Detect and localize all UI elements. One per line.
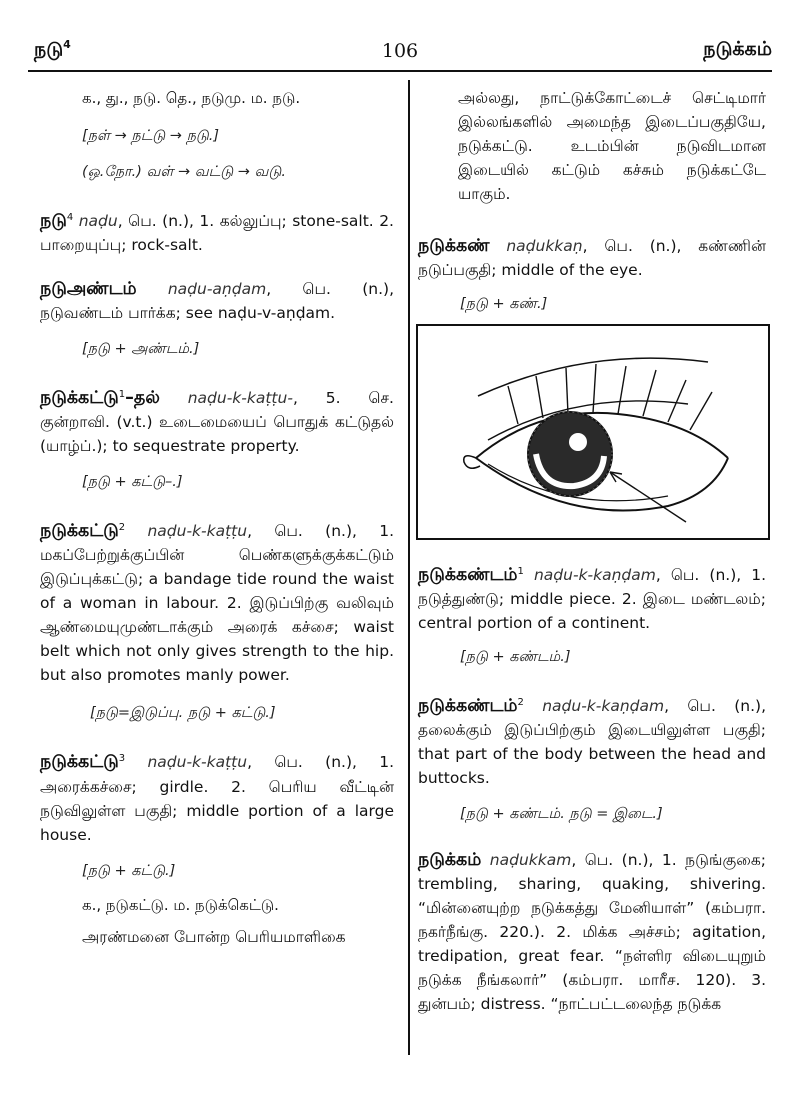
etymology-compare: (ஒ.நோ.) வள் → வட்டு → வடு.	[82, 164, 286, 180]
transliteration: naḍukkam	[489, 851, 572, 870]
headword: நடுஅண்டம்	[40, 279, 137, 300]
transliteration: naḍu-k-kaṭṭu	[147, 753, 248, 772]
definition: , பெ. (n.), 1. நடுத்துண்டு; middle piece. 2. இடை மண்டலம்; central portion of a continent.	[418, 566, 767, 633]
dictionary-entry	[40, 516, 394, 687]
header-rule	[28, 70, 772, 72]
transliteration: naḍukkaṇ	[506, 237, 583, 255]
column-divider	[408, 80, 410, 1055]
etymology: [நடு + கண்.]	[460, 296, 548, 312]
headword: நடுக்கண்டம்	[418, 565, 518, 586]
etymology: [நடு + அண்டம்.]	[82, 341, 200, 358]
dictionary-entry	[418, 691, 766, 790]
etymology: [நடு=இடுப்பு. நடு + கட்டு.]	[90, 705, 276, 722]
headword: நடுக்கண்	[418, 236, 490, 256]
dictionary-entry	[40, 383, 394, 458]
etymology: [நடு + கண்டம்.]	[460, 649, 571, 666]
dictionary-entry	[418, 848, 766, 1016]
headword-sup: 1	[118, 389, 126, 401]
definition: , பெ. (n.), 1. மகப்பேற்றுக்குப்பின் பெண்களுக்குக்கட்டும் இடுப்புக்கட்டு; a bandage tide round the waist of a woman in labour. 2. இடுப்பிற்கு வலிவும் ஆண்மையுமுண்டாக்கும் அரைக் கச்சை; waist belt which not only gives strength to the hip. but also promotes manly power.	[40, 522, 395, 685]
transliteration: naḍu-k-kaṇḍam	[533, 566, 656, 585]
headword: நடுக்கட்டு	[40, 388, 119, 409]
dictionary-entry	[40, 747, 394, 846]
headword-sup: 4	[66, 212, 74, 223]
dictionary-entry	[418, 234, 766, 282]
definition: , பெ. (n.), 1. கல்லுப்பு; stone-salt. 2. பாறையுப்பு; rock-salt.	[40, 212, 394, 255]
headword-sup: 3	[118, 753, 126, 765]
running-head-right: நடுக்கம்	[703, 38, 772, 60]
dictionary-entry	[40, 206, 394, 257]
dictionary-entry	[418, 560, 766, 635]
definition: , 5. செ. குன்றாவி. (v.t.) உடைமையைப் பொதுக் கட்டுதல் (யாழ்ப்.); to sequestrate property.	[40, 389, 394, 456]
definition: , பெ. (n.), தலைக்கும் இடுப்பிற்கும் இடையிலுள்ள பகுதி; that part of the body between the head and buttocks.	[418, 697, 766, 788]
cognates-line: க., து., நடு. தெ., நடுமு. ம. நடு.	[82, 89, 301, 107]
headword: நடுக்கட்டு	[40, 521, 119, 542]
eye-drawing	[418, 326, 764, 534]
etymology: [நடு + கட்டு.]	[82, 862, 176, 879]
definition: , பெ. (n.), 1. அரைக்கச்சை; girdle. 2. பெரிய வீட்டின் நடுவிலுள்ள பகுதி; middle portion of a large house.	[40, 753, 395, 844]
dictionary-entry	[40, 277, 394, 325]
etymology: [நள் → நட்டு → நடு.]	[82, 128, 220, 144]
headword-sup: 2	[118, 522, 126, 534]
entry-continuation: அரண்மனை போன்ற பெரியமாளிகை	[82, 927, 346, 946]
running-head-left: நடு$^4$	[34, 38, 71, 61]
headword: நடு	[40, 211, 67, 232]
transliteration: naḍu-k-kaṭṭu	[147, 522, 248, 541]
cognates-line: க., நடுகட்டு. ம. நடுக்கெட்டு.	[82, 895, 279, 914]
headword-sup: 1	[517, 566, 524, 577]
right-column	[418, 86, 766, 1016]
headword: நடுக்கம்	[418, 850, 482, 871]
transliteration: naḍu-k-kaṭṭu-	[187, 389, 293, 408]
etymology: [நடு + கட்டு–.]	[82, 474, 183, 491]
headword-suffix: –தல்	[125, 388, 160, 409]
entry-continuation: அல்லது, நாட்டுக்கோட்டைச் செட்டிமார் இல்லங்களில் அமைந்த இடைப்பகுதியே, நடுக்கட்டு. உடம்பின் நடுவிடமான இடையில் கட்டும் கச்சும் நடுக்கட்டே யாகும்.	[458, 89, 766, 203]
definition: , பெ. (n.), நடுவண்டம் பார்க்க; see naḍu-v-aṇḍam.	[40, 280, 394, 323]
headword-sup: 2	[517, 697, 524, 709]
headword: நடுக்கண்டம்	[418, 696, 518, 717]
transliteration: naḍu-k-kaṇḍam	[542, 697, 665, 716]
page-number: 106	[381, 40, 419, 62]
definition: , பெ. (n.), கண்ணின் நடுப்பகுதி; middle of the eye.	[418, 237, 766, 279]
left-column	[40, 86, 394, 949]
transliteration: naḍu-aṇḍam	[167, 280, 267, 299]
definition: , பெ. (n.), 1. நடுங்குகை; trembling, sharing, quaking, shivering. “மின்னையுற்ற நடுக்கத்து மேனியாள்” (கம்பரா. நகர்நீங்கு. 220.). 2. மிக்க அச்சம்; agitation, tredipation, great fear. “நள்ளிர விடையுறும் நடுக்க நீங்கலார்” (கம்பரா. மாரீச. 120). 3. துன்பம்; distress. “நாட்பட்டலைந்த நடுக்க	[418, 851, 766, 1014]
etymology: [நடு + கண்டம். நடு = இடை.]	[460, 806, 663, 823]
headword: நடுக்கட்டு	[40, 752, 119, 773]
eye-illustration	[416, 324, 770, 540]
transliteration: naḍu	[78, 212, 118, 231]
